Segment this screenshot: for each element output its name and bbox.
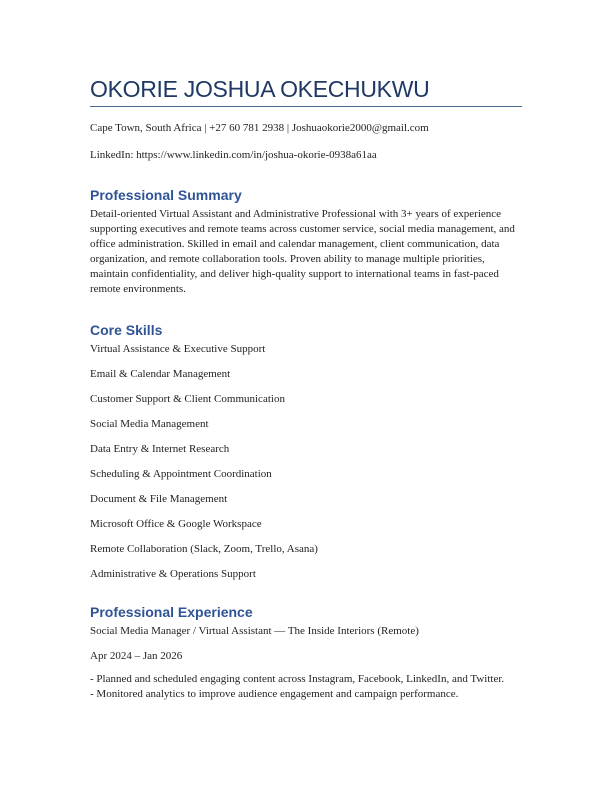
section-heading-professional-experience: Professional Experience [90,604,253,620]
contact-info-line: Cape Town, South Africa | +27 60 781 2938 | Joshuaokorie2000@gmail.com [90,122,429,134]
experience-role-line: Social Media Manager / Virtual Assistant — The Inside Interiors (Remote) [90,625,419,637]
experience-bullet: - Monitored analytics to improve audience engagement and campaign performance. [90,688,459,700]
skill-item: Data Entry & Internet Research [90,443,230,455]
skill-item: Scheduling & Appointment Coordination [90,468,272,480]
summary-paragraph: Detail-oriented Virtual Assistant and Administrative Professional with 3+ years of experience supporting executives and remote teams across customer service, social media management, and office administration. Skilled in email and calendar management, client communication, data organization, and remote collaboration tools. Proven ability to manage multiple priorities, maintain confidentiality, and deliver high-quality support to international teams in fast-paced remote environments. [90,208,515,295]
linkedin-url-line: LinkedIn: https://www.linkedin.com/in/joshua-okorie-0938a61aa [90,149,377,161]
skill-item: Administrative & Operations Support [90,568,256,580]
experience-bullet: - Planned and scheduled engaging content across Instagram, Facebook, LinkedIn, and Twitter. [90,673,505,685]
skill-item: Social Media Management [90,418,209,430]
page-title: OKORIE JOSHUA OKECHUKWU [90,76,430,102]
skill-item: Virtual Assistance & Executive Support [90,343,266,355]
skill-item: Document & File Management [90,493,228,505]
section-heading-professional-summary: Professional Summary [90,187,242,203]
section-heading-core-skills: Core Skills [90,322,163,338]
skill-item: Customer Support & Client Communication [90,393,285,405]
experience-date-range: Apr 2024 – Jan 2026 [90,650,183,662]
skill-item: Microsoft Office & Google Workspace [90,518,262,530]
title-divider [90,106,522,107]
skill-item: Email & Calendar Management [90,368,231,380]
skill-item: Remote Collaboration (Slack, Zoom, Trello, Asana) [90,543,318,555]
